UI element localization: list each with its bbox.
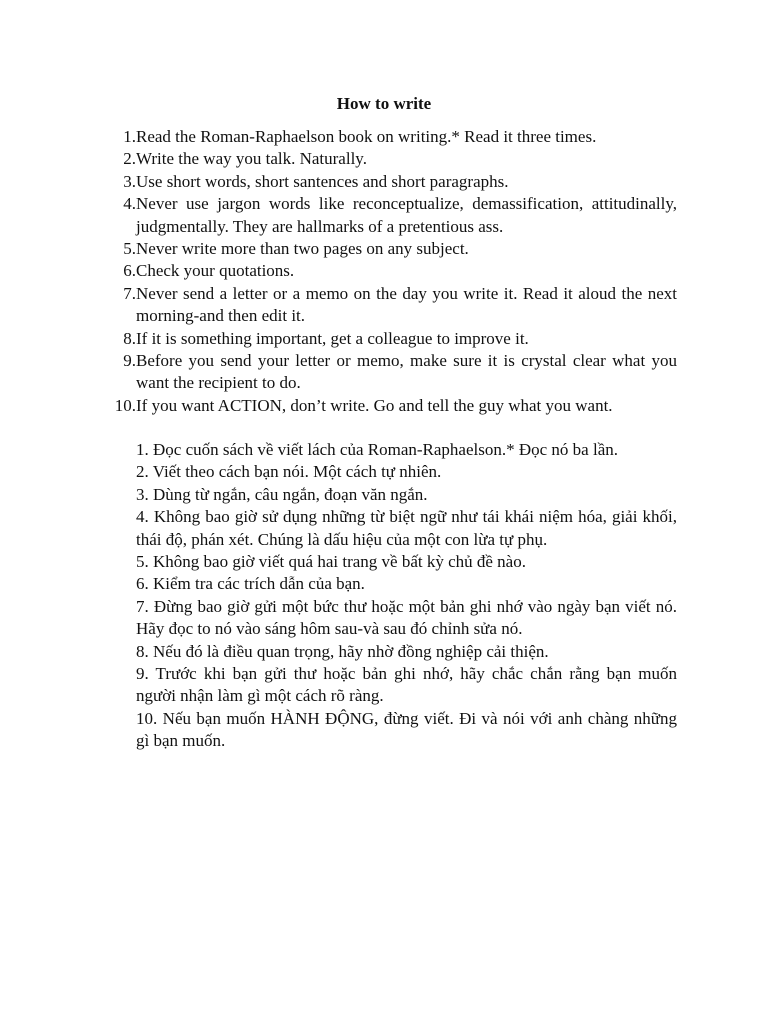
list-item-number: 6. (123, 261, 136, 281)
list-item: 3. Dùng từ ngắn, câu ngắn, đoạn văn ngắn. (136, 484, 428, 504)
list-item-number: 3. (123, 171, 136, 191)
list-item: 5. Không bao giờ viết quá hai trang về bất kỳ chủ đề nào. (136, 552, 526, 572)
list-item (107, 283, 677, 328)
list-item-text: If it is something important, get a colleague to improve it. (136, 328, 529, 348)
list-item-text: Never use jargon words like reconceptualize, demassification, attitudinally, judgmentally. They are hallmarks of a pretentious ass. (136, 194, 677, 236)
list-item: 10. Nếu bạn muốn HÀNH ĐỘNG, đừng viết. Đi và nói với anh chàng những gì bạn muốn. (136, 708, 677, 751)
list-item (107, 260, 677, 282)
list-item (107, 171, 677, 193)
list-item (107, 193, 677, 238)
list-item-number: 4. (123, 194, 136, 214)
list-item-number: 5. (123, 239, 136, 259)
list-item (107, 395, 677, 417)
list-item (107, 238, 677, 260)
list-item: 9. Trước khi bạn gửi thư hoặc bản ghi nhớ, hãy chắc chắn rằng bạn muốn người nhận làm gì một cách rõ ràng. (136, 664, 677, 706)
list-item: 6. Kiểm tra các trích dẫn của bạn. (136, 574, 365, 594)
document-title: How to write (336, 94, 432, 113)
list-item-number: 10. (114, 395, 136, 415)
list-item-text: Never write more than two pages on any subject. (136, 239, 469, 259)
list-item-number: 8. (123, 328, 136, 348)
list-item: 1. Đọc cuốn sách về viết lách của Roman-Raphaelson.* Đọc nó ba lần. (136, 440, 618, 459)
list-item (107, 350, 677, 395)
list-item-text: Before you send your letter or memo, make sure it is crystal clear what you want the recipient to do. (136, 351, 677, 393)
list-item: 2. Viết theo cách bạn nói. Một cách tự nhiên. (136, 462, 442, 482)
list-item-number: 7. (123, 283, 136, 303)
list-item-text: Use short words, short santences and short paragraphs. (136, 171, 509, 191)
list-item (107, 328, 677, 350)
list-item-text: Write the way you talk. Naturally. (136, 149, 367, 169)
list-item-number: 1. (123, 127, 136, 146)
list-item-text: Check your quotations. (136, 261, 295, 281)
list-item-number: 2. (123, 149, 136, 169)
list-item: 4. Không bao giờ sử dụng những từ biệt ngữ như tái khái niệm hóa, giải khối, thái độ, phán xét. Chúng là dấu hiệu của một con lừa tự phụ. (136, 507, 677, 549)
list-item-text: Never send a letter or a memo on the day you write it. Read it aloud the next morning-and then edit it. (136, 283, 677, 326)
list-item: 8. Nếu đó là điều quan trọng, hãy nhờ đồng nghiệp cải thiện. (136, 641, 549, 661)
english-list (107, 126, 677, 417)
list-item (107, 148, 677, 170)
list-item-number: 9. (123, 351, 136, 371)
list-item-text: If you want ACTION, don’t write. Go and tell the guy what you want. (136, 395, 613, 415)
list-item-text: Read the Roman-Raphaelson book on writing.* Read it three times. (136, 127, 597, 146)
list-item: 7. Đừng bao giờ gửi một bức thư hoặc một bản ghi nhớ vào ngày bạn viết nó. Hãy đọc to nó vào sáng hôm sau-và sau đó chỉnh sửa nó. (136, 596, 677, 639)
list-item (107, 126, 677, 148)
vietnamese-list (136, 439, 677, 753)
